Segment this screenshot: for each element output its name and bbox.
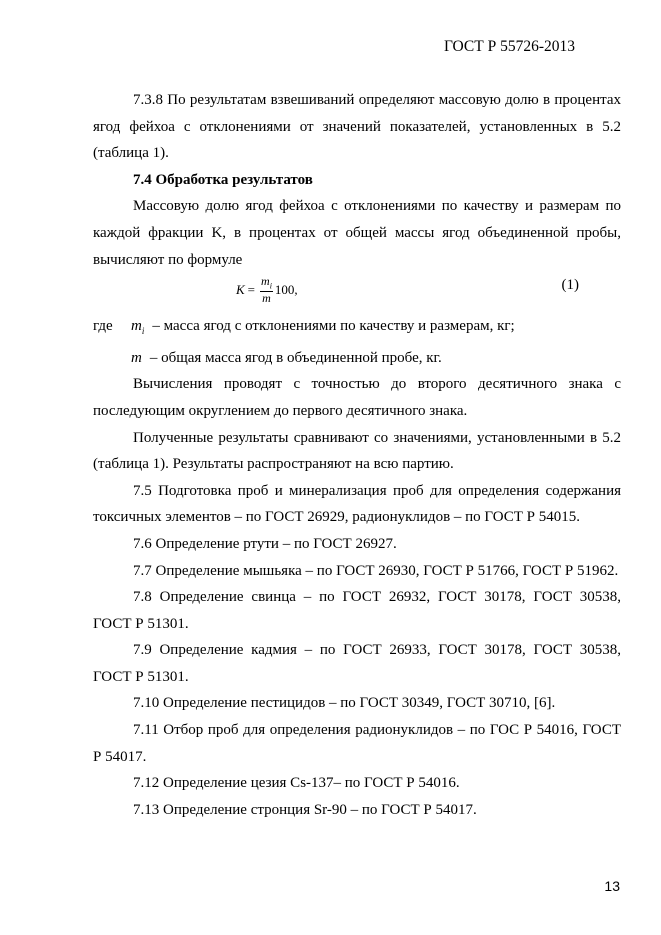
paragraph-7-13: 7.13 Определение стронция Sr-90 – по ГОСТ Р 54017. <box>133 801 477 818</box>
paragraph-7-10: 7.10 Определение пестицидов – по ГОСТ 30349, ГОСТ 30710, [6]. <box>133 695 556 712</box>
paragraph-7-12: 7.12 Определение цезия Cs-137– по ГОСТ Р 54016. <box>133 775 460 792</box>
document-code: ГОСТ Р 55726-2013 <box>443 38 575 55</box>
where-definition-mi <box>93 313 621 345</box>
definition-m: – общая масса ягод в объединенной пробе, кг. <box>149 349 442 366</box>
symbol-mi: $m_i$ <box>131 318 145 337</box>
formula-lhs: K <box>236 282 245 298</box>
formula-factor: 100, <box>274 282 298 298</box>
page-number: 13 <box>604 878 620 894</box>
section-heading-7-4: 7.4 Обработка результатов <box>133 171 313 188</box>
paragraph-7-7: 7.7 Определение мышьяка – по ГОСТ 26930, ГОСТ Р 51766, ГОСТ Р 51962. <box>133 562 619 579</box>
paragraph-7-4-intro: Массовую долю ягод фейхоа с отклонениями по качеству и размерам по каждой фракции K, в процентах от общей массы ягод объединенной пробы, вычисляют по формуле <box>93 198 621 268</box>
paragraph-7-11: 7.11 Отбор проб для определения радионуклидов – по ГОС Р 54016, ГОСТ Р 54017. <box>93 722 621 765</box>
paragraph-7-5: 7.5 Подготовка проб и минерализация проб для определения содержания токсичных элементов – по ГОСТ 26929, радионуклидов – по ГОСТ Р 54015. <box>93 482 621 526</box>
formula-fraction <box>260 275 273 305</box>
paragraph-7-6: 7.6 Определение ртути – по ГОСТ 26927. <box>133 535 397 552</box>
paragraph-calculation: Вычисления проводят с точностью до второго десятичного знака с последующим округлением до первого десятичного знака. <box>93 376 621 419</box>
equation-number: (1) <box>561 277 579 294</box>
paragraph-7-3-8: 7.3.8 По результатам взвешиваний определяют массовую долю в процентах ягод фейхоа с отклонениями от значений показателей, установленных в 5.2 (таблица 1). <box>93 92 621 162</box>
formula-numerator: $m_i$ <box>261 274 272 291</box>
paragraph-compare: Полученные результаты сравнивают со значениями, установленными в 5.2 (таблица 1). Результаты распространяют на всю партию. <box>93 429 621 473</box>
formula-denominator: m <box>262 291 271 306</box>
page-content <box>93 87 621 823</box>
formula-equals: = <box>247 282 256 298</box>
where-label: где <box>93 318 113 335</box>
paragraph-7-9: 7.9 Определение кадмия – по ГОСТ 26933, ГОСТ 30178, ГОСТ 30538, ГОСТ Р 51301. <box>93 642 621 685</box>
formula-block <box>93 273 621 313</box>
paragraph-7-8: 7.8 Определение свинца – по ГОСТ 26932, ГОСТ 30178, ГОСТ 30538, ГОСТ Р 51301. <box>93 589 621 632</box>
definition-mi: – масса ягод с отклонениями по качеству и размерам, кг; <box>152 318 515 335</box>
formula <box>236 275 298 305</box>
where-definition-m <box>93 345 621 372</box>
symbol-m: m <box>131 349 142 366</box>
